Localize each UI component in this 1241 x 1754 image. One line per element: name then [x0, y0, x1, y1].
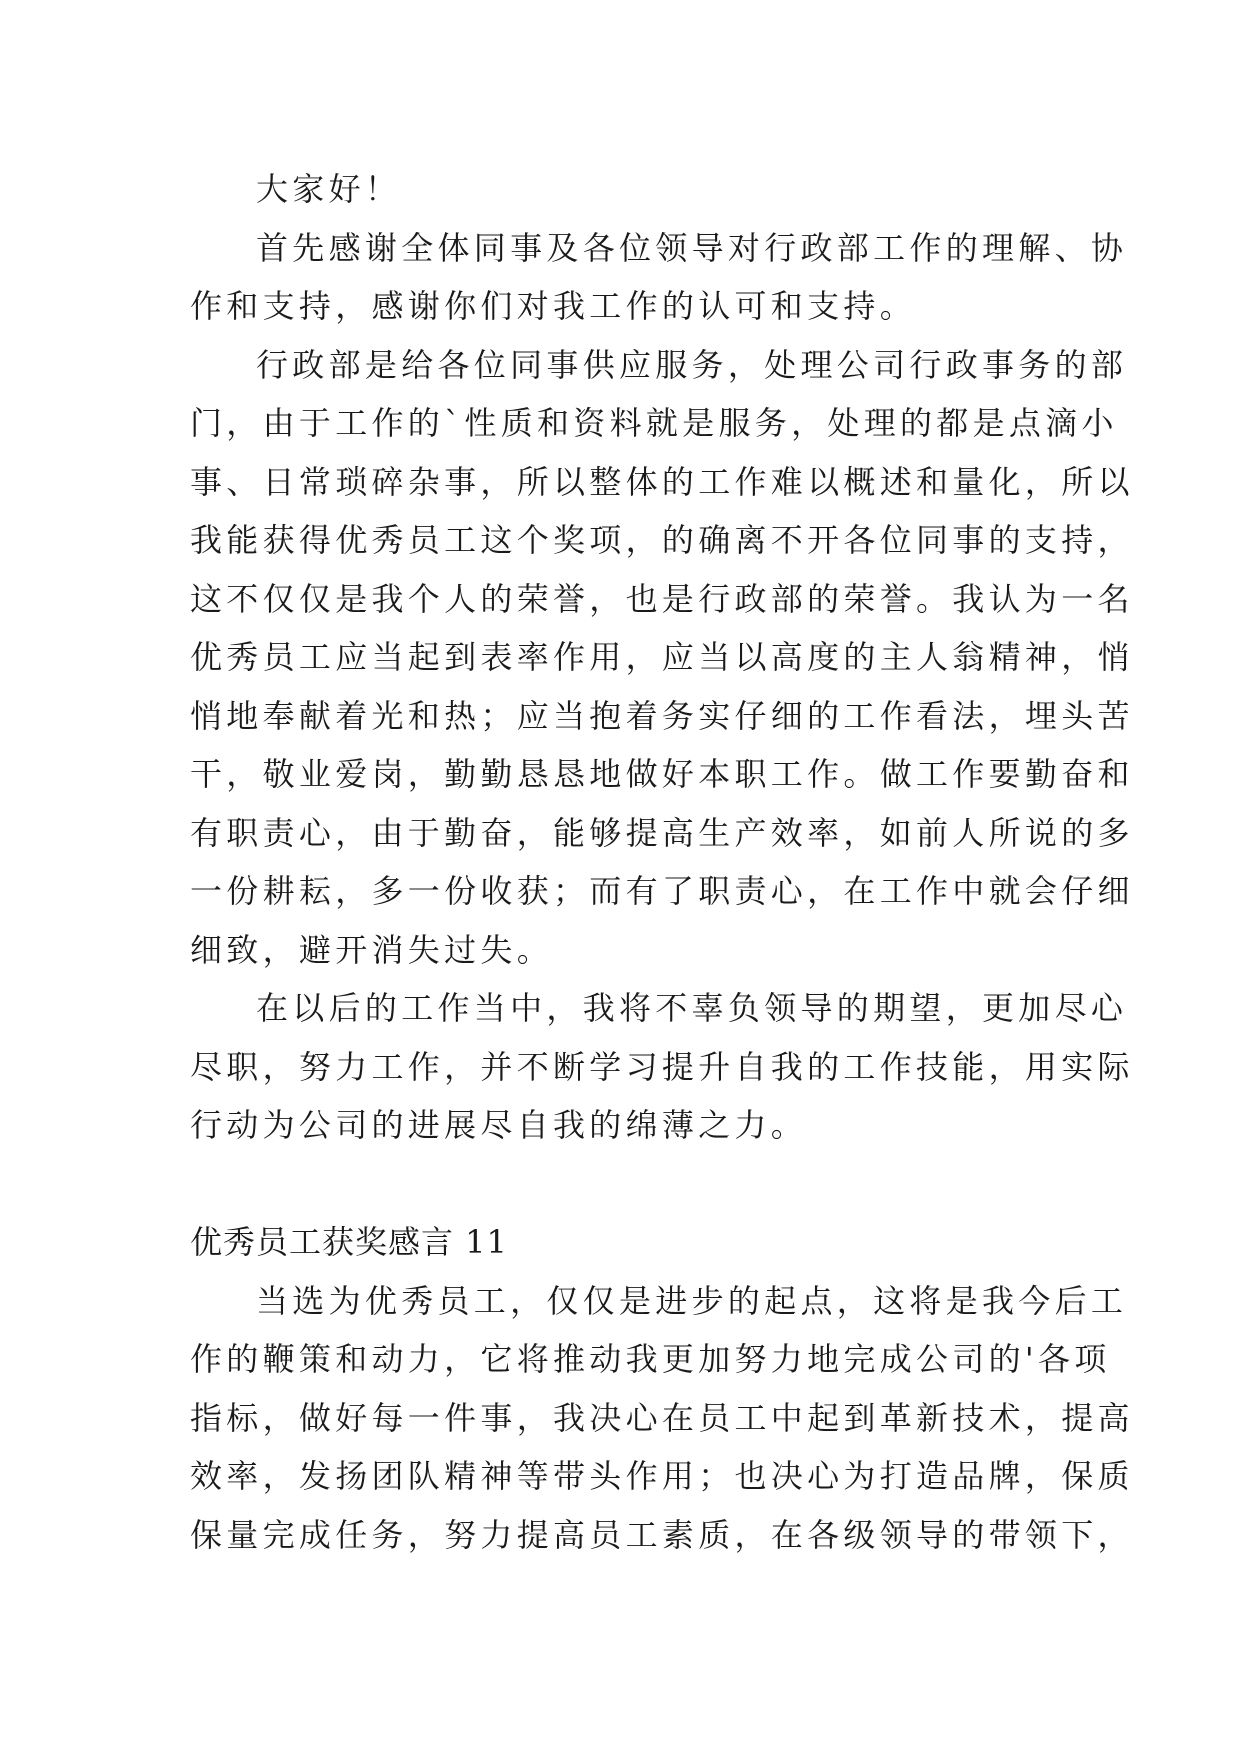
paragraph-line: 保量完成任务，努力提高员工素质，在各级领导的带领下， — [190, 1515, 1134, 1554]
paragraph-line: 行政部是给各位同事供应服务，处理公司行政事务的部 — [256, 345, 1128, 384]
paragraph-line: 尽职，努力工作，并不断学习提升自我的工作技能，用实际 — [190, 1047, 1134, 1086]
paragraph-line: 指标，做好每一件事，我决心在员工中起到革新技术，提高 — [190, 1398, 1134, 1437]
paragraph-line: 首先感谢全体同事及各位领导对行政部工作的理解、协 — [256, 228, 1128, 267]
paragraph-4 — [190, 1272, 1134, 1565]
paragraph-line: 优秀员工应当起到表率作用，应当以高度的主人翁精神，悄 — [190, 638, 1134, 676]
paragraph-line: 有职责心，由于勤奋，能够提高生产效率，如前人所说的多 — [190, 813, 1134, 852]
paragraph-line: 当选为优秀员工，仅仅是进步的起点，这将是我今后工 — [256, 1281, 1128, 1320]
paragraph-line: 事、日常琐碎杂事，所以整体的工作难以概述和量化，所以 — [190, 462, 1134, 501]
paragraph-line: 这不仅仅是我个人的荣誉，也是行政部的荣誉。我认为一名 — [190, 579, 1134, 618]
paragraph-line: 在以后的工作当中，我将不辜负领导的期望，更加尽心 — [256, 989, 1128, 1027]
paragraph-line: 一份耕耘，多一份收获；而有了职责心，在工作中就会仔细 — [190, 872, 1134, 910]
paragraph-line: 我能获得优秀员工这个奖项，的确离不开各位同事的支持， — [190, 521, 1134, 559]
section-heading: 优秀员工获奖感言 11 — [190, 1223, 508, 1261]
paragraph-2 — [190, 336, 1134, 980]
paragraph-line: 干，敬业爱岗，勤勤恳恳地做好本职工作。做工作要勤奋和 — [190, 755, 1134, 793]
paragraph-line: 行动为公司的进展尽自我的绵薄之力。 — [190, 1106, 808, 1144]
paragraph-line: 效率，发扬团队精神等带头作用；也决心为打造品牌，保质 — [190, 1457, 1134, 1495]
paragraph-line: 悄地奉献着光和热；应当抱着务实仔细的工作看法，埋头苦 — [190, 696, 1134, 735]
greeting: 大家好！ — [256, 170, 402, 208]
paragraph-line: 门，由于工作的`性质和资料就是服务，处理的都是点滴小 — [190, 404, 1118, 442]
paragraph-3 — [190, 979, 1134, 1155]
document-body — [190, 160, 1134, 1564]
section-spacer — [190, 1155, 1050, 1214]
paragraph-line: 作和支持，感谢你们对我工作的认可和支持。 — [190, 287, 917, 325]
paragraph-1 — [190, 219, 1128, 336]
paragraph-line: 作的鞭策和动力，它将推动我更加努力地完成公司的'各项 — [190, 1340, 1111, 1378]
paragraph-line: 细致，避开消失过失。 — [190, 930, 554, 969]
